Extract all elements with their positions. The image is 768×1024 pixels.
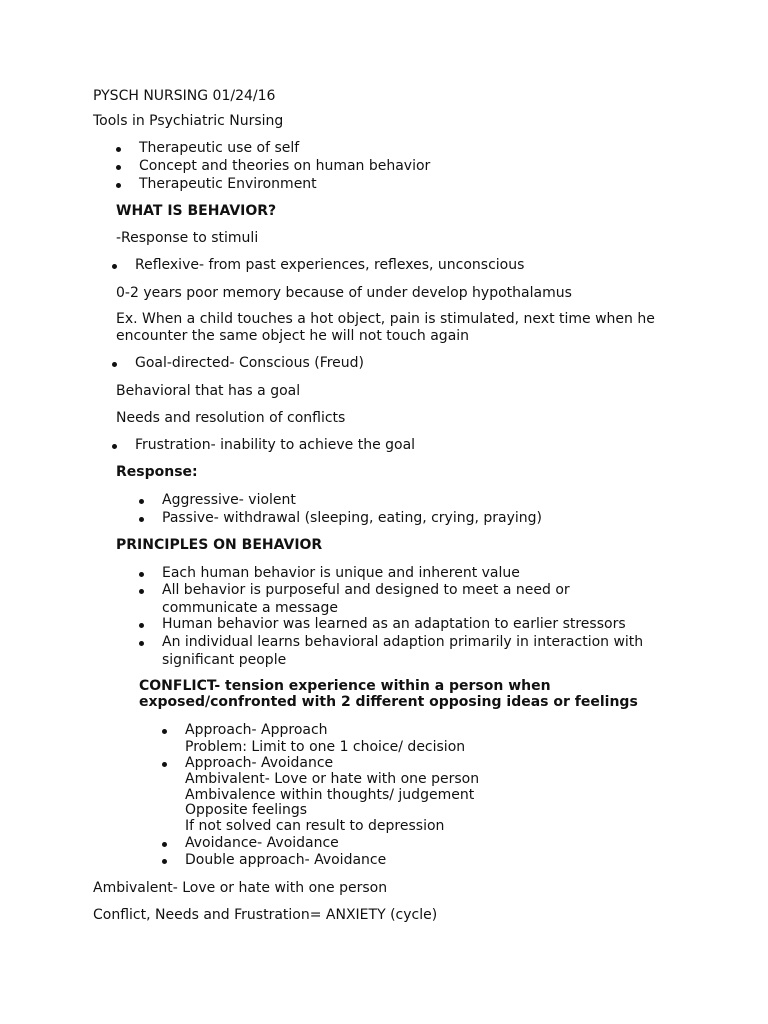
list-item-continuation: communicate a message bbox=[162, 600, 338, 616]
principles-heading: PRINCIPLES ON BEHAVIOR bbox=[116, 537, 323, 553]
paragraph: Ambivalent- Love or hate with one person bbox=[93, 880, 388, 896]
list-item: Human behavior was learned as an adaptation to earlier stressors bbox=[162, 616, 626, 632]
list-item: Concept and theories on human behavior bbox=[139, 158, 431, 174]
paragraph: encounter the same object he will not touch again bbox=[116, 328, 470, 344]
list-item: Passive- withdrawal (sleeping, eating, crying, praying) bbox=[162, 510, 543, 526]
conflict-heading: CONFLICT- tension experience within a person when bbox=[139, 678, 551, 694]
paragraph: Needs and resolution of conflicts bbox=[116, 410, 346, 426]
list-item: Therapeutic Environment bbox=[139, 176, 317, 192]
list-item-continuation: significant people bbox=[162, 652, 287, 668]
list-item-continuation: Ambivalence within thoughts/ judgement bbox=[185, 787, 475, 803]
paragraph: Ex. When a child touches a hot object, pain is stimulated, next time when he bbox=[116, 311, 655, 327]
list-item-continuation: If not solved can result to depression bbox=[185, 818, 445, 834]
list-item: Approach- Approach bbox=[185, 722, 328, 738]
list-item-continuation: Problem: Limit to one 1 choice/ decision bbox=[185, 739, 466, 755]
document-title: PYSCH NURSING 01/24/16 bbox=[93, 88, 276, 104]
list-item: All behavior is purposeful and designed to meet a need or bbox=[162, 582, 570, 598]
list-item: Aggressive- violent bbox=[162, 492, 296, 508]
list-item: Therapeutic use of self bbox=[139, 140, 300, 156]
list-item: Reflexive- from past experiences, reflexes, unconscious bbox=[135, 257, 525, 273]
response-to-stimuli: -Response to stimuli bbox=[116, 230, 259, 246]
paragraph: Behavioral that has a goal bbox=[116, 383, 301, 399]
paragraph: Conflict, Needs and Frustration= ANXIETY (cycle) bbox=[93, 907, 438, 923]
response-heading: Response: bbox=[116, 464, 198, 480]
list-item: Frustration- inability to achieve the goal bbox=[135, 437, 416, 453]
list-item-continuation: Ambivalent- Love or hate with one person bbox=[185, 771, 480, 787]
paragraph: 0-2 years poor memory because of under develop hypothalamus bbox=[116, 285, 572, 301]
list-item: Goal-directed- Conscious (Freud) bbox=[135, 355, 365, 371]
list-item: Double approach- Avoidance bbox=[185, 852, 387, 868]
list-item: Approach- Avoidance bbox=[185, 755, 334, 771]
list-item: Each human behavior is unique and inherent value bbox=[162, 565, 520, 581]
tools-heading: Tools in Psychiatric Nursing bbox=[93, 113, 284, 129]
behavior-heading: WHAT IS BEHAVIOR? bbox=[116, 203, 277, 219]
list-item: Avoidance- Avoidance bbox=[185, 835, 339, 851]
list-item: An individual learns behavioral adaption primarily in interaction with bbox=[162, 634, 644, 650]
list-item-continuation: Opposite feelings bbox=[185, 802, 308, 818]
conflict-heading-continuation: exposed/confronted with 2 different opposing ideas or feelings bbox=[139, 694, 638, 710]
